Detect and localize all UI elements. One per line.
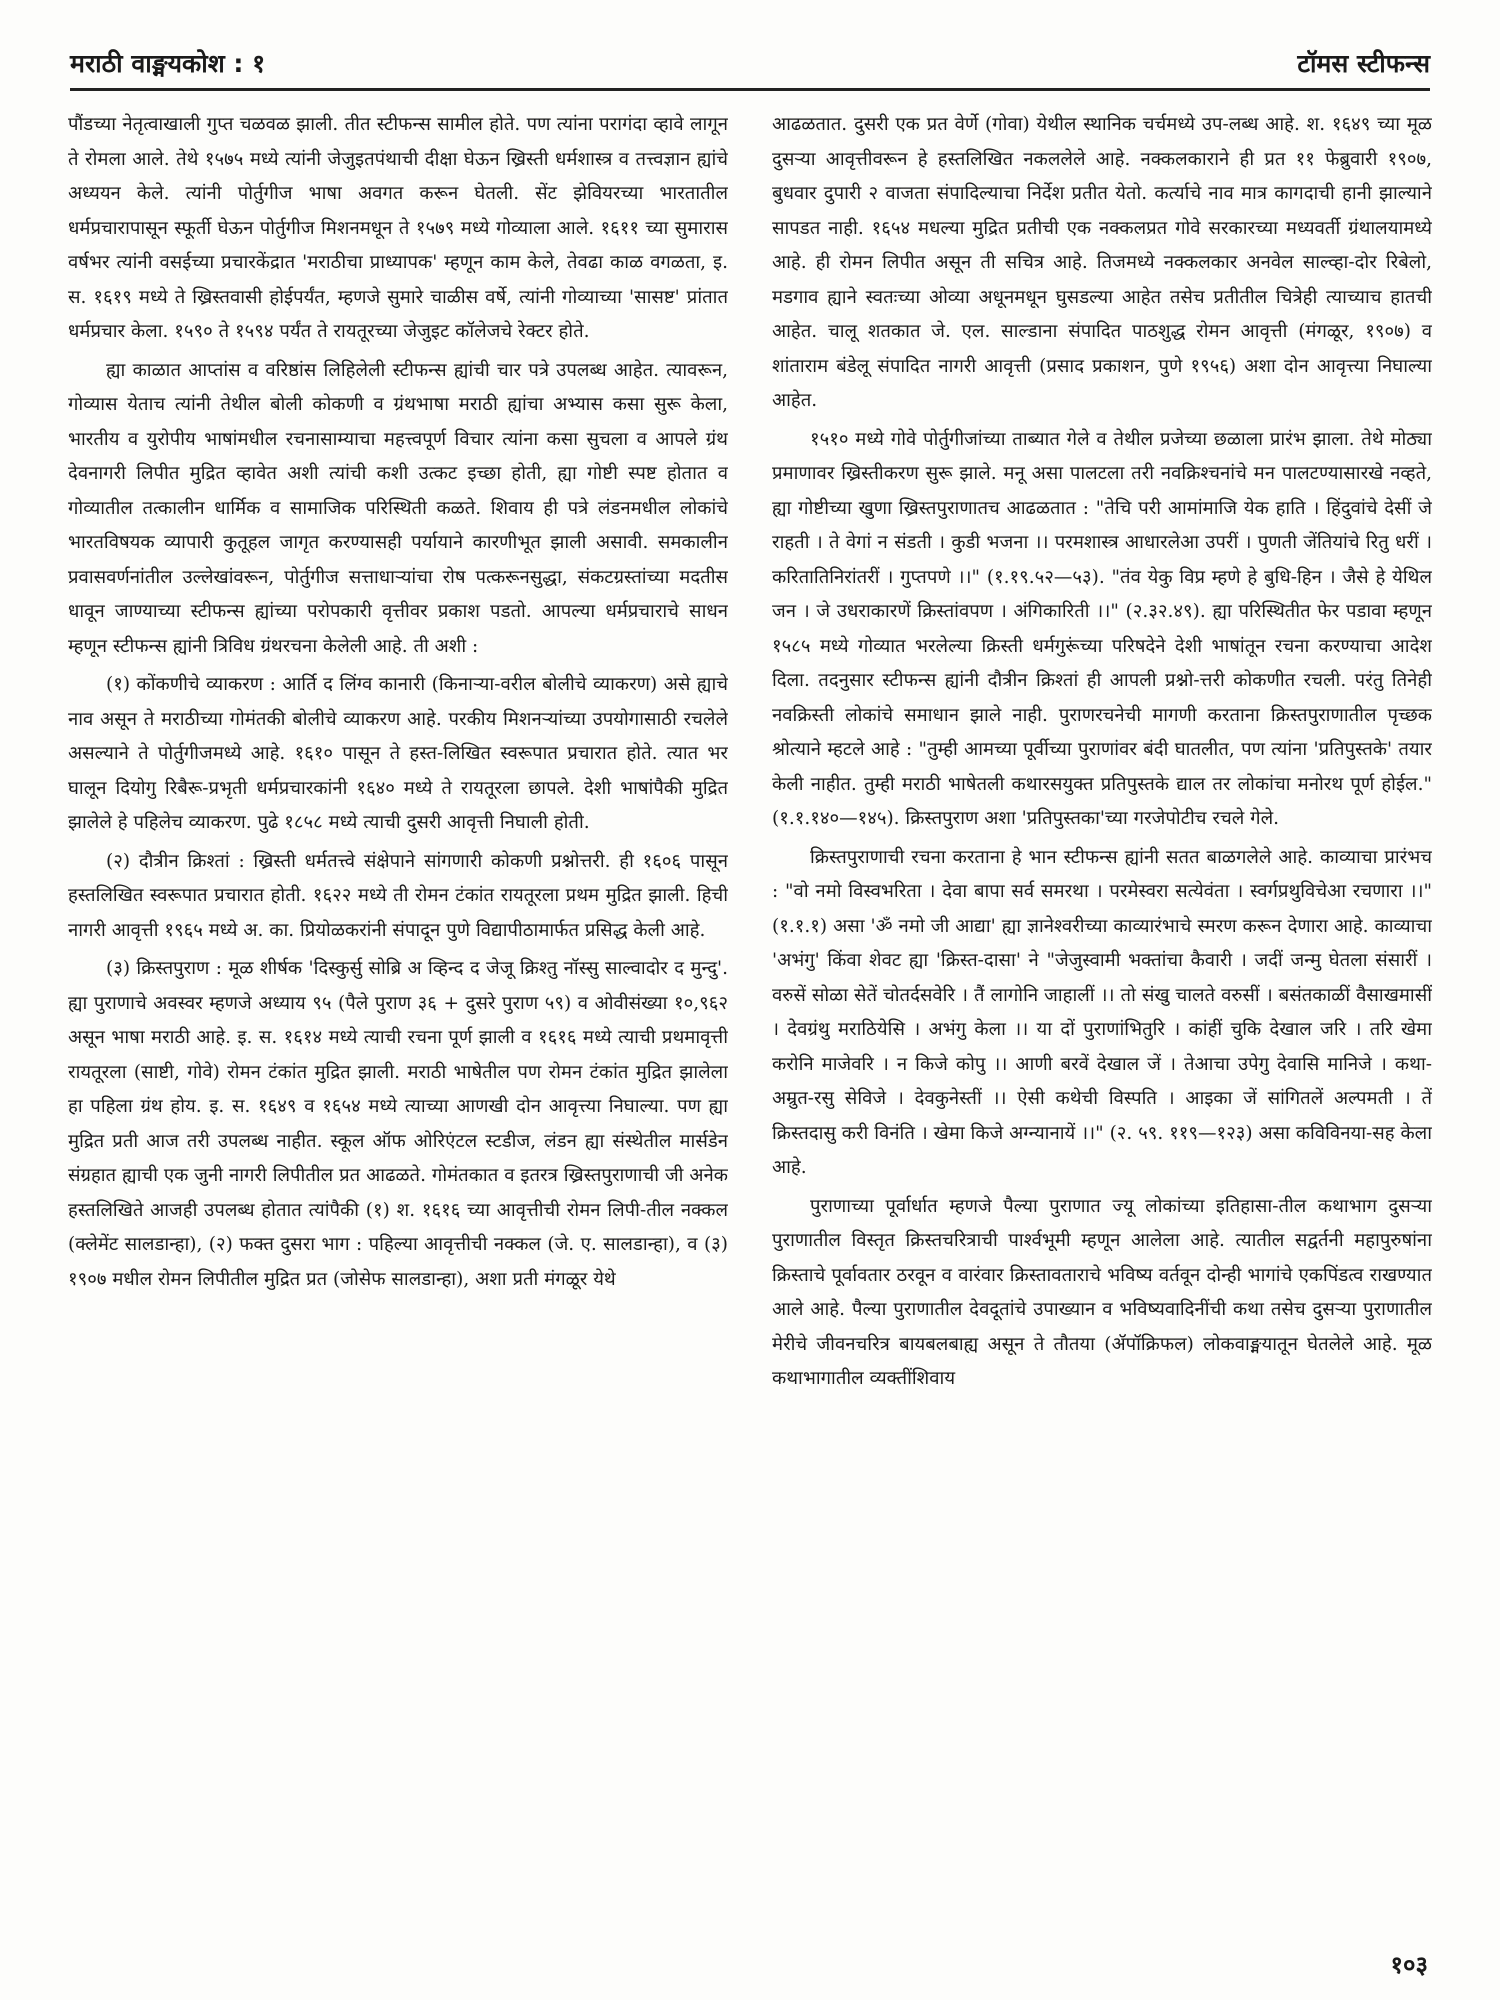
page-number: १०३ xyxy=(1390,1951,1428,1979)
header-right-title: टॉमस स्टीफन्स xyxy=(1297,49,1430,78)
right-column xyxy=(772,108,1432,1918)
paragraph: पौंडच्या नेतृत्वाखाली गुप्त चळवळ झाली. तीत स्टीफन्स सामील होते. पण त्यांना परागंदा व्हावे लागून ते रोमला आले. तेथे १५७५ मध्ये त्यांनी जेजुइतपंथाची दीक्षा घेऊन ख्रिस्ती धर्मशास्त्र व तत्त्वज्ञान ह्यांचे अध्ययन केले. त्यांनी पोर्तुगीज भाषा अवगत करून घेतली. सेंट झेवियरच्या भारतातील धर्मप्रचारापासून स्फूर्ती घेऊन पोर्तुगीज मिशनमधून ते १५७९ मध्ये गोव्याला आले. १६११ च्या सुमारास वर्षभर त्यांनी वसईच्या प्रचारकेंद्रात 'मराठीचा प्राध्यापक' म्हणून काम केले, तेवढा काळ वगळता, इ. स. १६१९ मध्ये ते ख्रिस्तवासी होईपर्यंत, म्हणजे सुमारे चाळीस वर्षे, त्यांनी गोव्याच्या 'सासष्ट' प्रांतात धर्मप्रचार केला. १५९० ते १५९४ पर्यंत ते रायतूरच्या जेजुइट कॉलेजचे रेक्टर होते. xyxy=(68,114,728,342)
header-left-title: मराठी वाङ्मयकोश : १ xyxy=(70,49,266,78)
running-header xyxy=(70,38,1430,91)
paragraph: (२) दौत्रीन क्रिश्तां : ख्रिस्ती धर्मतत्त्वे संक्षेपाने सांगणारी कोकणी प्रश्नोत्तरी. ही १६०६ पासून हस्तलिखित स्वरूपात प्रचारात होती. १६२२ मध्ये ती रोमन टंकांत रायतूरला प्रथम मुद्रित झाली. हिची नागरी आवृत्ती १९६५ मध्ये अ. का. प्रियोळकरांनी संपादून पुणे विद्यापीठामार्फत प्रसिद्ध केली आहे. xyxy=(68,850,728,941)
paragraph: क्रिस्तपुराणाची रचना करताना हे भान स्टीफन्स ह्यांनी सतत बाळगलेले आहे. काव्याचा प्रारंभच : "वो नमो विस्वभरिता । देवा बापा सर्व समरथा । परमेस्वरा सत्येवंता । स्वर्गप्रथुविचेआ रचणारा ।।" (१.१.१) असा 'ॐ नमो जी आद्या' ह्या ज्ञानेश्वरीच्या काव्यारंभाचे स्मरण करून देणारा आहे. काव्याचा 'अभंगु' किंवा शेवट ह्या 'क्रिस्त-दासा' ने "जेजुस्वामी भक्तांचा कैवारी । जदीं जन्मु घेतला संसारीं । वरुसें सोळा सेतें चोतर्दसवेरि । तैं लागोनि जाहालीं ।। तो संखु चालते वरुसीं । बसंतकाळीं वैसाखमासीं । देवग्रंथु मराठियेसि । अभंगु केला ।। या दों पुराणांभितुरि । कांहीं चुकि देखाल जरि । तरि खेमा करोनि माजेवरि । न किजे कोपु ।। आणी बरवें देखाल जें । तेआचा उपेगु देवासि मानिजे । कथा-अम्रुत-रसु सेविजे । देवकुनेस्तीं ।। ऐसी कथेची विस्पति । आइका जें सांगितलें अल्पमती । तें क्रिस्तदासु करी विनंति । खेमा किजे अग्न्यानायें ।।" (२. ५९. ११९—१२३) असा कविविनया-सह केला आहे. xyxy=(772,846,1432,1178)
paragraph: १५१० मध्ये गोवे पोर्तुगीजांच्या ताब्यात गेले व तेथील प्रजेच्या छळाला प्रारंभ झाला. तेथे मोठ्या प्रमाणावर ख्रिस्तीकरण सुरू झाले. मनू असा पालटला तरी नवक्रिश्चनांचे मन पालटण्यासारखे नव्हते, ह्या गोष्टीच्या खुणा ख्रिस्तपुराणातच आढळतात : "तेचि परी आमांमाजि येक हाति । हिंदुवांचे देसीं जे राहती । ते वेगां न संडती । कुडी भजना ।। परमशास्त्र आधारलेआ उपरीं । पुणती जेंतियांचे रितु धरीं । करितातिनिरांतरीं । गुप्तपणे ।।" (१.१९.५२—५३). "तंव येकु विप्र म्हणे हे बुधि-हिन । जैसे हे येथिल जन । जे उधराकारणें क्रिस्तांवपण । अंगिकारिती ।।" (२.३२.४९). ह्या परिस्थितीत फेर पडावा म्हणून १५८५ मध्ये गोव्यात भरलेल्या क्रिस्ती धर्मगुरूंच्या परिषदेने देशी भाषांतून रचना करण्याचा आदेश दिला. तदनुसार स्टीफन्स ह्यांनी दौत्रीन क्रिश्तां ही आपली प्रश्नो-त्तरी कोकणीत रचली. परंतु तिनेही नवक्रिस्ती लोकांचे समाधान झाले नाही. पुराणरचनेची मागणी करताना क्रिस्तपुराणातील पृच्छक श्रोत्याने म्हटले आहे : "तुम्ही आमच्या पूर्वीच्या पुराणांवर बंदी घातलीत, पण त्यांना 'प्रतिपुस्तके' तयार केली नाहीत. तुम्ही मराठी भाषेतली कथारसयुक्त प्रतिपुस्तके द्याल तर लोकांचा मनोरथ पूर्ण होईल." (१.१.१४०—१४५). क्रिस्तपुराण अशा 'प्रतिपुस्तका'च्या गरजेपोटीच रचले गेले. xyxy=(772,428,1432,829)
paragraph: ह्या काळात आप्तांस व वरिष्ठांस लिहिलेली स्टीफन्स ह्यांची चार पत्रे उपलब्ध आहेत. त्यावरून, गोव्यास येताच त्यांनी तेथील बोली कोकणी व ग्रंथभाषा मराठी ह्यांचा अभ्यास कसा सुरू केला, भारतीय व युरोपीय भाषांमधील रचनासाम्याचा महत्त्वपूर्ण विचार त्यांना कसा सुचला व आपले ग्रंथ देवनागरी लिपीत मुद्रित व्हावेत अशी त्यांची कशी उत्कट इच्छा होती, ह्या गोष्टी स्पष्ट होतात व गोव्यातील तत्कालीन धार्मिक व सामाजिक परिस्थिती कळते. शिवाय ही पत्रे लंडनमधील लोकांचे भारतविषयक व्यापारी कुतूहल जागृत करण्यासही पर्यायाने कारणीभूत झाली असावी. समकालीन प्रवासवर्णनांतील उल्लेखांवरून, पोर्तुगीज सत्ताधाऱ्यांचा रोष पत्करूनसुद्धा, संकटग्रस्तांच्या मदतीस धावून जाण्याच्या स्टीफन्स ह्यांच्या परोपकारी वृत्तीवर प्रकाश पडतो. आपल्या धर्मप्रचाराचे साधन म्हणून स्टीफन्स ह्यांनी त्रिविध ग्रंथरचना केलेली आहे. ती अशी : xyxy=(68,359,728,657)
paragraph: (१) कोंकणीचे व्याकरण : आर्ति द लिंग्व कानारी (किनाऱ्या-वरील बोलीचे व्याकरण) असे ह्याचे नाव असून ते मराठीच्या गोमंतकी बोलीचे व्याकरण आहे. परकीय मिशनऱ्यांच्या उपयोगासाठी रचलेले असल्याने ते पोर्तुगीजमध्ये आहे. १६१० पासून ते हस्त-लिखित स्वरूपात प्रचारात होते. त्यात भर घालून दियोगु रिबैरू-प्रभृती धर्मप्रचारकांनी १६४० मध्ये ते रायतूरला छापले. देशी भाषांपैकी मुद्रित झालेले हे पहिलेच व्याकरण. पुढे १८५८ मध्ये त्याची दुसरी आवृत्ती निघाली होती. xyxy=(68,674,728,833)
two-column-body xyxy=(68,108,1432,1918)
paragraph: आढळतात. दुसरी एक प्रत वेर्णे (गोवा) येथील स्थानिक चर्चमध्ये उप-लब्ध आहे. श. १६४९ च्या मूळ दुसऱ्या आवृत्तीवरून हे हस्तलिखित नकललेले आहे. नक्कलकाराने ही प्रत ११ फेब्रुवारी १९०७, बुधवार दुपारी २ वाजता संपादिल्याचा निर्देश प्रतीत येतो. कर्त्याचे नाव मात्र कागदाची हानी झाल्याने सापडत नाही. १६५४ मधल्या मुद्रित प्रतीची एक नक्कलप्रत गोवे सरकारच्या मध्यवर्ती ग्रंथालयामध्ये आहे. ही रोमन लिपीत असून ती सचित्र आहे. तिजमध्ये नक्कलकार अनवेल साल्व्हा-दोर रिबेलो, मडगाव ह्याने स्वतःच्या ओव्या अधूनमधून घुसडल्या आहेत तसेच प्रतीतील चित्रेही त्याच्याच हातची आहेत. चालू शतकात जे. एल. साल्डाना संपादित पाठशुद्ध रोमन आवृत्ती (मंगळूर, १९०७) व शांताराम बंडेलू संपादित नागरी आवृत्ती (प्रसाद प्रकाशन, पुणे १९५६) अशा दोन आवृत्त्या निघाल्या आहेत. xyxy=(772,114,1432,411)
paragraph: (३) क्रिस्तपुराण : मूळ शीर्षक 'दिस्कुर्सु सोब्रि अ व्हिन्द द जेजू क्रिश्तु नॉस्सु साल्वादोर द मुन्दु'. ह्या पुराणाचे अवस्वर म्हणजे अध्याय ९५ (पैले पुराण ३६ + दुसरे पुराण ५९) व ओवीसंख्या १०,९६२ असून भाषा मराठी आहे. इ. स. १६१४ मध्ये त्याची रचना पूर्ण झाली व १६१६ मध्ये त्याची प्रथमावृत्ती रायतूरला (साष्टी, गोवे) रोमन टंकांत मुद्रित झाली. मराठी भाषेतील पण रोमन टंकांत मुद्रित झालेला हा पहिला ग्रंथ होय. इ. स. १६४९ व १६५४ मध्ये त्याच्या आणखी दोन आवृत्त्या निघाल्या. पण ह्या मुद्रित प्रती आज तरी उपलब्ध नाहीत. स्कूल ऑफ ओरिएंटल स्टडीज, लंडन ह्या संस्थेतील मार्सडेन संग्रहात ह्याची एक जुनी नागरी लिपीतील प्रत आढळते. गोमंतकात व इतरत्र ख्रिस्तपुराणाची जी अनेक हस्तलिखिते आजही उपलब्ध होतात त्यांपैकी (१) श. १६१६ च्या आवृत्तीची रोमन लिपी-तील नक्कल (क्लेमेंट सालडान्हा), (२) फक्त दुसरा भाग : पहिल्या आवृत्तीची नक्कल (जे. ए. सालडान्हा), व (३) १९०७ मधील रोमन लिपीतील मुद्रित प्रत (जोसेफ सालडान्हा), अशा प्रती मंगळूर येथे xyxy=(68,958,728,1290)
left-column xyxy=(68,108,728,1918)
paragraph: पुराणाच्या पूर्वार्धात म्हणजे पैल्या पुराणात ज्यू लोकांच्या इतिहासा-तील कथाभाग दुसऱ्या पुराणातील विस्तृत क्रिस्तचरित्राची पार्श्वभूमी म्हणून आलेला आहे. त्यातील सद्वर्तनी महापुरुषांना क्रिस्ताचे पूर्वावतार ठरवून व वारंवार क्रिस्तावताराचे भविष्य वर्तवून दोन्ही भागांचे एकपिंडत्व राखण्यात आले आहे. पैल्या पुराणातील देवदूतांचे उपाख्यान व भविष्यवादिनींची कथा तसेच दुसऱ्या पुराणातील मेरीचे जीवनचरित्र बायबलबाह्य असून ते तौतया (ॲपॉक्रिफल) लोकवाङ्मयातून घेतलेले आहे. मूळ कथाभागातील व्यक्तींशिवाय xyxy=(772,1195,1432,1389)
